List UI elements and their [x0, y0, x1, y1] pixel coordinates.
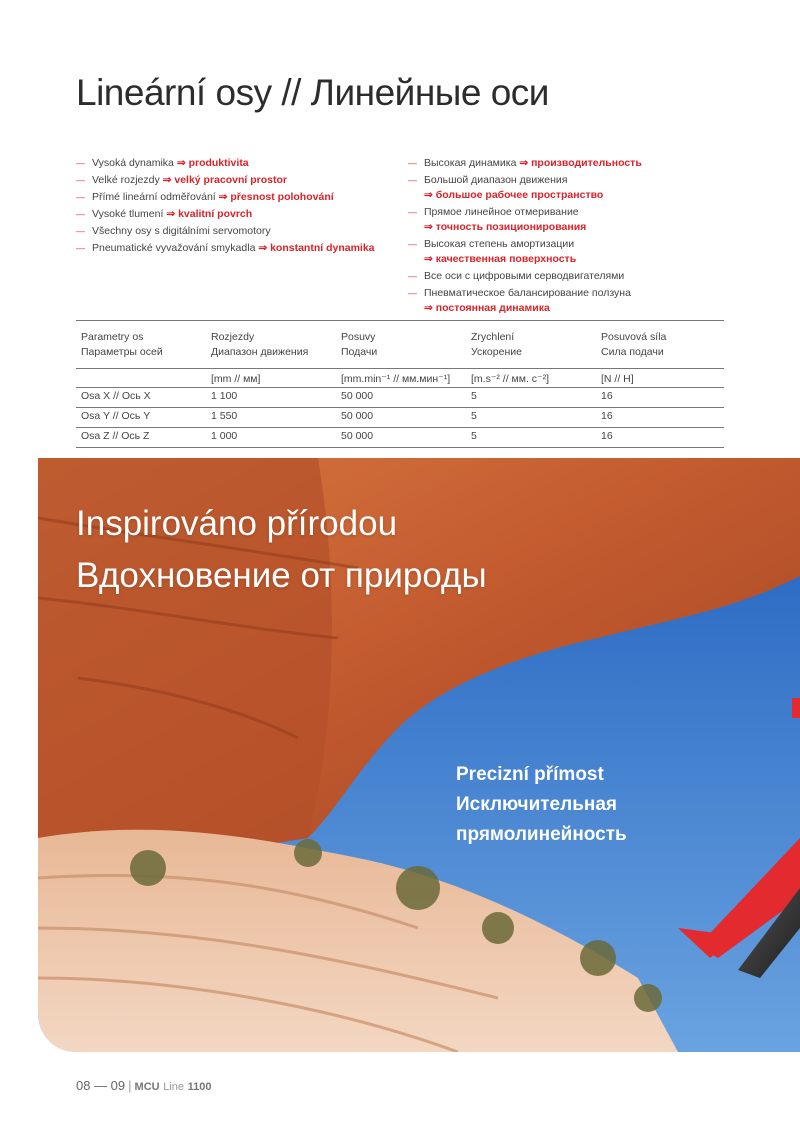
brand-name: MCU — [134, 1081, 160, 1093]
list-item: — Vysoké tlumení ⇒ kvalitní povrch — [76, 207, 396, 222]
list-item: — Большой диапазон движения ⇒ большое рабочее пространство — [408, 173, 728, 203]
table-cell: Osa Y // Ось Y — [76, 408, 206, 428]
table-cell: 16 — [596, 428, 724, 448]
page-numbers: 08 — 09 — [76, 1078, 126, 1093]
list-item: — Vysoká dynamika ⇒ produktivita — [76, 156, 396, 171]
table-cell: 5 — [466, 388, 596, 408]
table-cell: 50 000 — [336, 428, 466, 448]
table-cell: 5 — [466, 428, 596, 448]
table-cell: 1 100 — [206, 388, 336, 408]
list-item: — Прямое линейное отмеривание ⇒ точность позиционирования — [408, 205, 728, 235]
table-cell: 1 550 — [206, 408, 336, 428]
hero-heading — [76, 498, 487, 602]
table-cell: 1 000 — [206, 428, 336, 448]
page-title: Lineární osy // Линейные оси — [76, 72, 549, 113]
feature-callout — [456, 760, 627, 850]
feature-line-cz: Precizní přímost — [456, 764, 604, 785]
table-cell — [76, 369, 206, 388]
footer-separator: | — [128, 1078, 132, 1093]
page-footer — [76, 1078, 212, 1093]
list-item: — Pneumatické vyvažování smykadla ⇒ konstantní dynamika — [76, 241, 396, 256]
hero-line-ru: Вдохновение от природы — [76, 556, 487, 595]
table-header: Zrychlení Ускорение — [466, 321, 596, 369]
features-list-ru — [408, 156, 728, 318]
list-item: — Все оси с цифровыми серводвигателями — [408, 269, 728, 284]
features-list-cz — [76, 156, 396, 258]
list-item: — Высокая степень амортизации ⇒ качественная поверхность — [408, 237, 728, 267]
table-cell: 16 — [596, 408, 724, 428]
table-cell: [mm.min⁻¹ // мм.мин⁻¹] — [336, 369, 466, 388]
table-row — [76, 428, 724, 448]
table-cell: 50 000 — [336, 388, 466, 408]
table-units-row — [76, 369, 724, 388]
table-cell: Osa Z // Ось Z — [76, 428, 206, 448]
table-header: Parametry os Параметры осей — [76, 321, 206, 369]
table-cell: [mm // мм] — [206, 369, 336, 388]
list-item: — Пневматическое балансирование ползуна ⇒ постоянная динамика — [408, 286, 728, 316]
table-header-row — [76, 321, 724, 369]
hero-line-cz: Inspirováno přírodou — [76, 504, 398, 543]
red-marker — [792, 698, 800, 718]
table-header: Posuvy Подачи — [336, 321, 466, 369]
feature-line-ru-1: Исключительная — [456, 794, 617, 815]
table-header: Rozjezdy Диапазон движения — [206, 321, 336, 369]
table-cell: Osa X // Ось X — [76, 388, 206, 408]
table-header: Posuvová síla Сила подачи — [596, 321, 724, 369]
axis-parameters-table — [76, 320, 724, 448]
table-cell: [m.s⁻² // мм. с⁻²] — [466, 369, 596, 388]
table-row — [76, 388, 724, 408]
table-cell: 50 000 — [336, 408, 466, 428]
list-item: — Přímé lineární odměřování ⇒ přesnost polohování — [76, 190, 396, 205]
list-item: — Všechny osy s digitálními servomotory — [76, 224, 396, 239]
table-cell: [N // Н] — [596, 369, 724, 388]
feature-line-ru-2: прямолинейность — [456, 824, 627, 845]
table-cell: 16 — [596, 388, 724, 408]
table-row — [76, 408, 724, 428]
model-number: 1100 — [187, 1081, 212, 1093]
product-line: Line — [163, 1081, 185, 1093]
list-item: — Высокая динамика ⇒ производительность — [408, 156, 728, 171]
list-item: — Velké rozjezdy ⇒ velký pracovní prostor — [76, 173, 396, 188]
table-cell: 5 — [466, 408, 596, 428]
